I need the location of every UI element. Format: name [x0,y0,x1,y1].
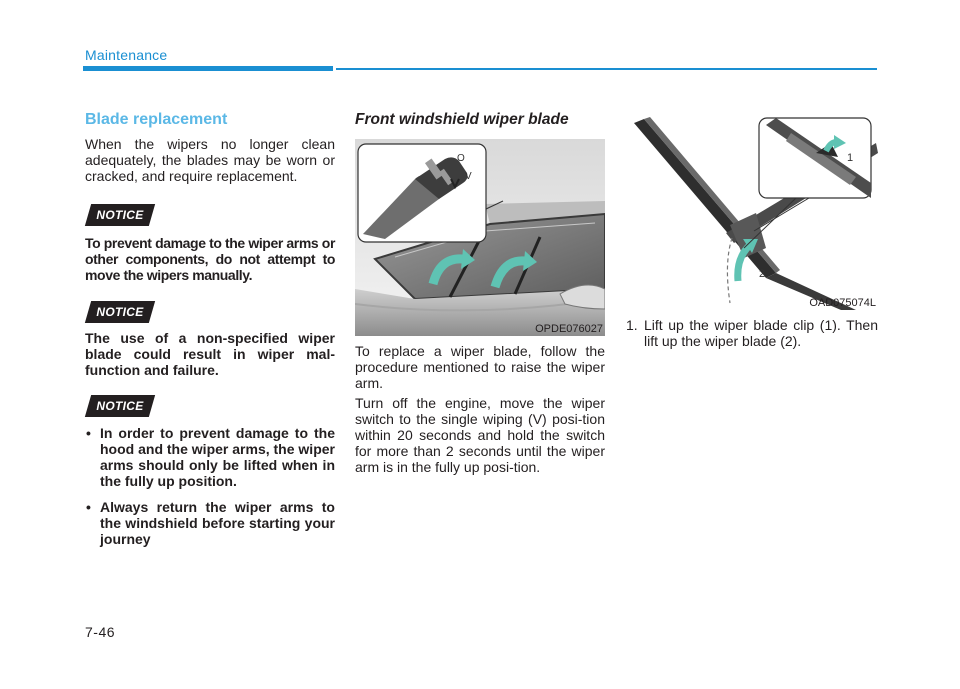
header-rule-accent [83,66,333,71]
windshield-illustration [355,139,605,336]
wiper-blade-illustration [626,113,878,310]
notice-label: NOTICE [96,399,144,413]
middle-para1-block [355,343,605,391]
step-instruction [626,317,878,349]
header-rule [336,68,877,70]
switch-v-mark: V [465,171,472,182]
figure-code: OAD075074L [809,297,876,309]
list-item: • In order to prevent damage to the hood and the wiper arms, the wiper arms should only be lifted when in the fully up position. [85,425,335,489]
left-column [85,111,335,129]
callout-1: 1 [847,152,854,164]
switch-off-mark: O [457,153,465,164]
notice3-list [85,425,335,547]
middle-para2-block [355,395,605,475]
notice-badge [85,301,155,323]
notice-badge [85,395,155,417]
intro-paragraph: When the wipers no longer clean adequately, the blades may be worn or cracked, and require replacement. [85,136,335,184]
middle-column [355,111,605,129]
middle-paragraph-1: To replace a wiper blade, follow the procedure mentioned to raise the wiper arm. [355,343,605,391]
notice2-text: The use of a non-specified wiper blade could result in wiper mal-function and failure. [85,330,335,378]
page-number: 7-46 [85,624,116,640]
list-item: • Always return the wiper arms to the windshield before starting your journey [85,499,335,547]
notice1-block [85,235,335,283]
middle-paragraph-2: Turn off the engine, move the wiper switch to the single wiping (V) posi-tion within 20 seconds and hold the switch for more than 2 seconds until the wiper arm is in the fully up posi-tion. [355,395,605,475]
notice-badge [85,204,155,226]
blade-replacement-heading: Blade replacement [85,111,228,128]
notice-label: NOTICE [96,208,144,222]
notice-label: NOTICE [96,305,144,319]
notice3-block [85,425,335,557]
section-label: Maintenance [85,47,168,63]
notice1-text: To prevent damage to the wiper arms or other components, do not attempt to move the wipers manually. [85,235,335,283]
front-wiper-heading: Front windshield wiper blade [355,111,569,128]
intro-block [85,136,335,184]
wiper-blade-figure [626,113,878,310]
figure-code: OPDE076027 [535,323,603,335]
notice2-block [85,330,335,378]
step-number: 1. [626,317,638,333]
step-text: Lift up the wiper blade clip (1). Then lift up the wiper blade (2). [644,317,878,349]
callout-2: 2 [759,268,766,280]
windshield-figure [355,139,605,336]
